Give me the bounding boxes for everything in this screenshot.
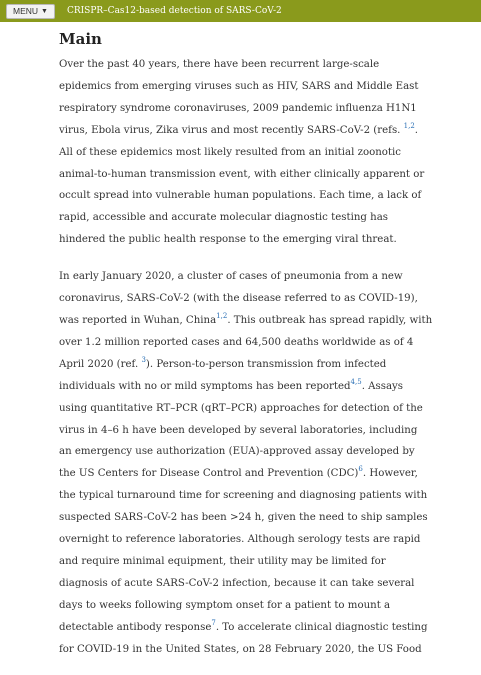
text-run: . Assays using quantitative RT–PCR (qRT–PCR) approaches for detection of the virus in 4–6 h have been developed by several laboratories, including an emergency use authorization (EUA)-approved assay developed by the US Centers for Disease Control and Prevention (CDC) [59, 380, 423, 480]
citation-link[interactable]: 6 [358, 465, 363, 474]
article-title: CRISPR–Cas12-based detection of SARS-CoV-2 [66, 6, 282, 16]
paragraph-1 [59, 54, 433, 251]
citation-link[interactable]: 7 [211, 618, 216, 627]
text-run: In early January 2020, a cluster of cases of pneumonia from a new coronavirus, SARS-CoV-2 (with the disease referred to as COVID-19), was reported in Wuhan, China [59, 271, 418, 326]
citation-link[interactable]: 1,2 [403, 121, 415, 130]
text-run: . All of these epidemics most likely resulted from an initial zoonotic animal-to-human transmission event, with either clinically apparent or occult spread into vulnerable human populations. Each time, a lack of rapid, accessible and accurate molecular diagnostic testing has hindered the public health response to the emerging viral threat. [59, 124, 425, 246]
citation-link[interactable]: 4,5 [350, 377, 362, 386]
section-heading: Main [59, 30, 102, 48]
menu-button[interactable] [6, 4, 55, 19]
text-run: . This outbreak has spread rapidly, with over 1.2 million reported cases and 64,500 deaths worldwide as of 4 April 2020 (ref. [59, 314, 433, 370]
text-run: . However, the typical turnaround time for screening and diagnosing patients with suspected SARS-CoV-2 has been >24 h, given the need to ship samples overnight to reference laboratories. Although serology tests are rapid and require minimal equipment, their utility may be limited for diagnosis of acute SARS-CoV-2 infection, because it can take several days to weeks following symptom onset for a patient to mount a detectable antibody response [59, 468, 428, 633]
text-run: Over the past 40 years, there have been recurrent large-scale epidemics from emerging viruses such as HIV, SARS and Middle East respiratory syndrome coronaviruses, 2009 pandemic influenza H1N1 virus, Ebola virus, Zika virus and most recently SARS-CoV-2 (refs. [59, 59, 419, 136]
top-bar [0, 0, 481, 22]
citation-link[interactable]: 3 [141, 355, 146, 364]
article-body [59, 30, 433, 675]
chevron-down-icon: ▼ [41, 7, 48, 15]
citation-link[interactable]: 1,2 [216, 311, 228, 320]
text-run: ). Person-to-person transmission from infected individuals with no or mild symptoms has been reported [59, 358, 387, 392]
menu-label: MENU [13, 6, 39, 16]
text-run: . To accelerate clinical diagnostic testing for COVID-19 in the United States, on 28 February 2020, the US Food [59, 621, 428, 655]
paragraph-2 [59, 266, 433, 660]
